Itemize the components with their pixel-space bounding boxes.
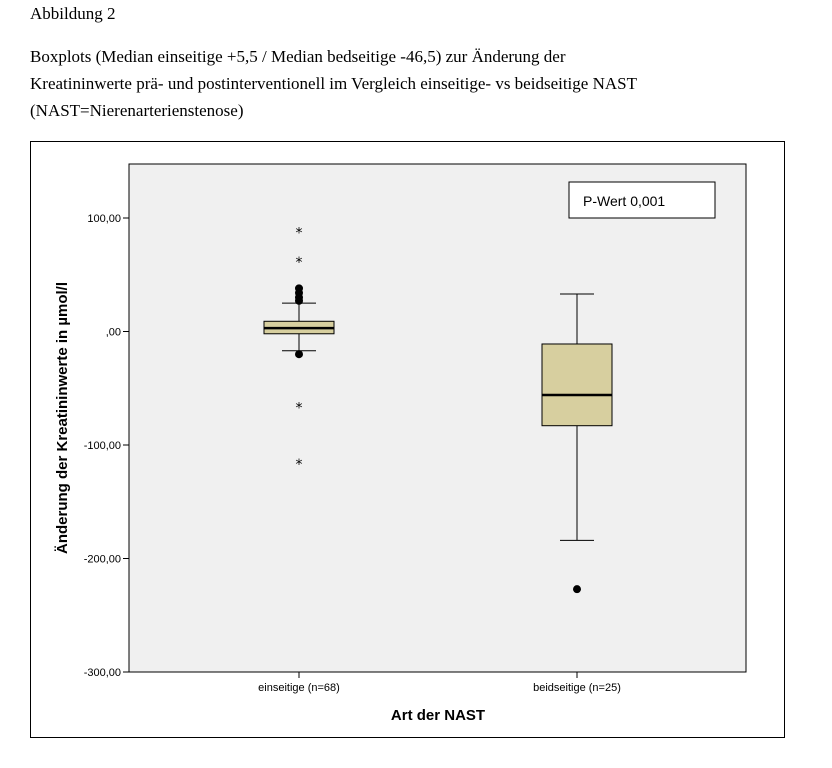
- figure-label: Abbildung 2: [30, 4, 116, 23]
- x-tick-label: beidseitige (n=25): [533, 682, 621, 694]
- y-tick-label: ,00: [105, 326, 121, 339]
- y-tick-label: -100,00: [83, 440, 121, 452]
- chart-frame: [30, 141, 785, 738]
- plot-area: [129, 164, 746, 672]
- y-tick-label: 100,00: [87, 213, 121, 225]
- outlier-point: [295, 297, 303, 305]
- y-tick-label: -200,00: [83, 553, 121, 566]
- outlier-point: [573, 585, 581, 593]
- extreme-point: *: [295, 225, 303, 242]
- caption-line-1: Boxplots (Median einseitige +5,5 / Median bedseitige -46,5) zur Änderung der: [30, 47, 566, 66]
- p-value-label: P-Wert 0,001: [583, 193, 666, 209]
- x-tick-label: einseitige (n=68): [258, 682, 340, 694]
- figure-caption: [30, 43, 810, 124]
- iqr-box: [542, 344, 612, 426]
- extreme-point: *: [295, 255, 303, 272]
- boxplot-chart: [31, 142, 786, 739]
- outlier-point: [295, 350, 303, 358]
- x-axis-title: Art der NAST: [390, 707, 486, 724]
- extreme-point: *: [295, 400, 303, 417]
- y-axis: [84, 213, 129, 679]
- y-axis-title: Änderung der Kreatininwerte in µmol/l: [54, 281, 71, 555]
- caption-line-3: (NAST=Nierenarterienstenose): [30, 101, 244, 120]
- y-tick-label: -300,00: [83, 667, 121, 679]
- x-axis: [258, 672, 621, 694]
- caption-line-2: Kreatininwerte prä- und postinterventionell im Vergleich einseitige- vs beidseitige NAST: [30, 74, 637, 93]
- extreme-point: *: [295, 457, 303, 474]
